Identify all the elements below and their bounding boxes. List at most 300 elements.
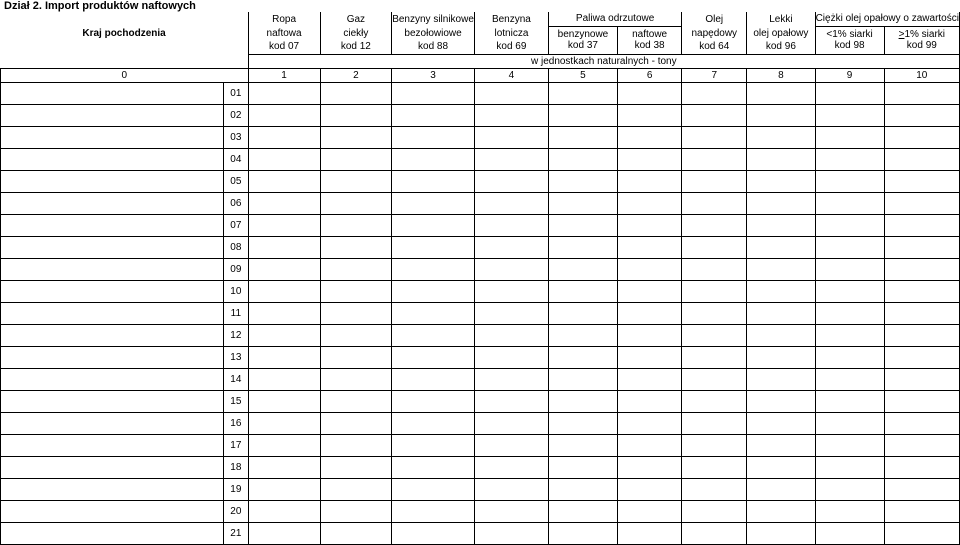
data-cell[interactable] [884,346,959,368]
data-cell[interactable] [682,456,747,478]
row-kraj-cell[interactable] [1,148,224,170]
row-kraj-cell[interactable] [1,390,224,412]
data-cell[interactable] [392,412,475,434]
table-row [1,412,960,434]
data-cell[interactable] [248,192,320,214]
data-cell[interactable] [548,236,617,258]
data-cell[interactable] [320,456,392,478]
data-cell[interactable] [548,148,617,170]
row-kraj-cell[interactable] [1,324,224,346]
data-cell[interactable] [474,148,548,170]
data-cell[interactable] [392,390,475,412]
data-cell[interactable] [682,302,747,324]
header-lekki-2: olej opałowy [747,26,815,40]
data-cell[interactable] [248,390,320,412]
data-cell[interactable] [747,82,815,104]
data-cell[interactable] [747,368,815,390]
data-cell[interactable] [815,236,884,258]
data-cell[interactable] [884,280,959,302]
row-number: 18 [224,456,249,478]
data-cell[interactable] [884,390,959,412]
row-number: 13 [224,346,249,368]
row-number: 01 [224,82,249,104]
data-cell[interactable] [617,104,681,126]
data-cell[interactable] [320,258,392,280]
data-cell[interactable] [474,478,548,500]
page-title: Dział 2. Import produktów naftowych [4,0,196,12]
data-cell[interactable] [747,522,815,544]
data-cell[interactable] [682,346,747,368]
data-cell[interactable] [548,434,617,456]
row-number: 12 [224,324,249,346]
data-cell[interactable] [884,236,959,258]
data-cell[interactable] [884,478,959,500]
data-cell[interactable] [815,302,884,324]
row-kraj-cell[interactable] [1,500,224,522]
data-cell[interactable] [617,500,681,522]
row-number: 04 [224,148,249,170]
row-number: 09 [224,258,249,280]
data-cell[interactable] [815,148,884,170]
data-cell[interactable] [474,456,548,478]
row-number: 05 [224,170,249,192]
data-cell[interactable] [617,324,681,346]
data-cell[interactable] [248,280,320,302]
row-kraj-cell[interactable] [1,104,224,126]
data-cell[interactable] [320,214,392,236]
row-kraj-cell[interactable] [1,126,224,148]
data-cell[interactable] [815,500,884,522]
data-cell[interactable] [392,82,475,104]
data-cell[interactable] [815,346,884,368]
data-cell[interactable] [747,236,815,258]
data-cell[interactable] [682,280,747,302]
data-cell[interactable] [682,500,747,522]
data-cell[interactable] [747,324,815,346]
data-cell[interactable] [248,82,320,104]
header-benzyna-1: Benzyna [474,12,548,26]
data-cell[interactable] [320,412,392,434]
data-cell[interactable] [392,434,475,456]
data-cell[interactable] [248,236,320,258]
data-cell[interactable] [248,170,320,192]
data-cell[interactable] [884,412,959,434]
data-cell[interactable] [617,236,681,258]
data-cell[interactable] [617,434,681,456]
table-row [1,280,960,302]
header-ropa-1: Ropa [248,12,320,26]
data-cell[interactable] [392,104,475,126]
data-cell[interactable] [474,390,548,412]
data-cell[interactable] [248,214,320,236]
data-cell[interactable] [747,192,815,214]
data-cell[interactable] [682,258,747,280]
row-kraj-cell[interactable] [1,214,224,236]
data-cell[interactable] [474,434,548,456]
header-paliwa-naft-2: kod 38 [634,40,665,51]
data-cell[interactable] [682,478,747,500]
data-cell[interactable] [474,82,548,104]
row-kraj-cell[interactable] [1,82,224,104]
data-cell[interactable] [815,214,884,236]
data-cell[interactable] [392,456,475,478]
data-cell[interactable] [320,302,392,324]
data-cell[interactable] [474,126,548,148]
data-cell[interactable] [682,390,747,412]
data-cell[interactable] [747,170,815,192]
data-cell[interactable] [682,324,747,346]
data-cell[interactable] [248,104,320,126]
data-cell[interactable] [815,126,884,148]
header-benzyny-1: Benzyny silnikowe [392,13,474,25]
data-cell[interactable] [682,434,747,456]
data-cell[interactable] [392,522,475,544]
header-paliwa: Paliwa odrzutowe [548,12,681,26]
header-benzyny-3: kod 88 [392,40,475,54]
row-kraj-cell[interactable] [1,522,224,544]
data-cell[interactable] [747,390,815,412]
data-cell[interactable] [474,214,548,236]
data-cell[interactable] [474,324,548,346]
header-olej-2: napędowy [682,26,747,40]
data-rows [1,82,960,544]
data-cell[interactable] [548,82,617,104]
data-cell[interactable] [617,522,681,544]
header-paliwa-benz-2: kod 37 [567,40,598,51]
data-cell[interactable] [548,522,617,544]
data-cell[interactable] [747,148,815,170]
data-cell[interactable] [392,148,475,170]
data-cell[interactable] [617,258,681,280]
table-row [1,346,960,368]
table-row [1,456,960,478]
data-cell[interactable] [747,478,815,500]
header-ciezki-lt-1: <1% siarki [826,29,873,40]
data-cell[interactable] [474,412,548,434]
data-cell[interactable] [320,192,392,214]
data-cell[interactable] [815,258,884,280]
units-label: w jednostkach naturalnych - tony [248,54,959,68]
data-cell[interactable] [392,236,475,258]
data-cell[interactable] [617,280,681,302]
data-cell[interactable] [884,456,959,478]
data-cell[interactable] [248,500,320,522]
data-cell[interactable] [682,214,747,236]
data-cell[interactable] [884,170,959,192]
data-cell[interactable] [548,456,617,478]
col-number: 7 [682,68,747,82]
data-cell[interactable] [320,346,392,368]
data-cell[interactable] [682,236,747,258]
row-kraj-cell[interactable] [1,456,224,478]
data-cell[interactable] [682,368,747,390]
data-cell[interactable] [392,126,475,148]
data-cell[interactable] [747,456,815,478]
data-cell[interactable] [617,192,681,214]
data-cell[interactable] [548,412,617,434]
data-cell[interactable] [248,522,320,544]
data-cell[interactable] [884,258,959,280]
data-cell[interactable] [884,192,959,214]
table-row [1,82,960,104]
data-cell[interactable] [248,412,320,434]
data-cell[interactable] [548,192,617,214]
data-cell[interactable] [548,126,617,148]
header-lekki-1: Lekki [747,12,815,26]
data-cell[interactable] [548,346,617,368]
row-kraj-cell[interactable] [1,236,224,258]
header-ciezki-lt-2: kod 98 [834,40,865,51]
data-cell[interactable] [320,148,392,170]
data-cell[interactable] [682,192,747,214]
data-cell[interactable] [682,104,747,126]
data-cell[interactable] [392,214,475,236]
data-cell[interactable] [747,280,815,302]
data-cell[interactable] [248,302,320,324]
data-cell[interactable] [682,522,747,544]
table-row [1,126,960,148]
data-cell[interactable] [682,82,747,104]
row-kraj-cell[interactable] [1,346,224,368]
data-cell[interactable] [617,214,681,236]
data-cell[interactable] [248,126,320,148]
data-cell[interactable] [884,434,959,456]
table-row [1,302,960,324]
data-cell[interactable] [548,500,617,522]
data-cell[interactable] [392,170,475,192]
col-number: 2 [320,68,392,82]
header-olej-3: kod 64 [682,40,747,54]
table-row [1,390,960,412]
row-kraj-cell[interactable] [1,368,224,390]
data-cell[interactable] [747,258,815,280]
table-row [1,434,960,456]
data-cell[interactable] [248,478,320,500]
data-cell[interactable] [320,104,392,126]
data-cell[interactable] [248,324,320,346]
data-cell[interactable] [617,456,681,478]
data-cell[interactable] [815,192,884,214]
data-cell[interactable] [320,236,392,258]
data-cell[interactable] [320,434,392,456]
data-cell[interactable] [884,368,959,390]
data-cell[interactable] [474,522,548,544]
data-cell[interactable] [392,324,475,346]
data-cell[interactable] [320,500,392,522]
ge-rest: 1% siarki [904,29,946,40]
data-cell[interactable] [747,104,815,126]
row-kraj-cell[interactable] [1,434,224,456]
data-cell[interactable] [320,170,392,192]
data-cell[interactable] [392,500,475,522]
data-cell[interactable] [747,434,815,456]
data-cell[interactable] [320,390,392,412]
header-ropa-3: kod 07 [248,40,320,54]
data-cell[interactable] [474,192,548,214]
data-cell[interactable] [617,478,681,500]
data-cell[interactable] [548,214,617,236]
data-cell[interactable] [682,412,747,434]
row-kraj-cell[interactable] [1,280,224,302]
header-gaz-3: kod 12 [320,40,392,54]
data-cell[interactable] [248,456,320,478]
header-ciezki: Ciężki olej opałowy o zawartości [815,13,959,25]
data-cell[interactable] [548,104,617,126]
data-cell[interactable] [884,126,959,148]
data-cell[interactable] [884,302,959,324]
data-cell[interactable] [884,104,959,126]
row-kraj-cell[interactable] [1,478,224,500]
data-cell[interactable] [747,214,815,236]
data-cell[interactable] [248,148,320,170]
col-number: 9 [815,68,884,82]
data-cell[interactable] [815,456,884,478]
data-cell[interactable] [884,148,959,170]
data-cell[interactable] [815,390,884,412]
row-kraj-cell[interactable] [1,412,224,434]
data-cell[interactable] [548,324,617,346]
data-cell[interactable] [548,280,617,302]
import-table [0,12,960,545]
data-cell[interactable] [682,170,747,192]
data-cell[interactable] [884,82,959,104]
data-cell[interactable] [815,478,884,500]
data-cell[interactable] [815,170,884,192]
data-cell[interactable] [815,522,884,544]
data-cell[interactable] [320,368,392,390]
data-cell[interactable] [815,104,884,126]
data-cell[interactable] [617,346,681,368]
col-number: 3 [392,68,475,82]
data-cell[interactable] [474,236,548,258]
data-cell[interactable] [320,280,392,302]
row-kraj-cell[interactable] [1,302,224,324]
row-kraj-cell[interactable] [1,192,224,214]
data-cell[interactable] [815,324,884,346]
data-cell[interactable] [548,390,617,412]
data-cell[interactable] [392,280,475,302]
data-cell[interactable] [747,346,815,368]
header-benzyny-2: bezołowiowe [392,26,475,40]
data-cell[interactable] [248,346,320,368]
data-cell[interactable] [815,412,884,434]
row-number: 03 [224,126,249,148]
header-benzyna-3: kod 69 [474,40,548,54]
row-kraj-cell[interactable] [1,170,224,192]
data-cell[interactable] [474,368,548,390]
data-cell[interactable] [392,258,475,280]
data-cell[interactable] [617,148,681,170]
header-kraj: Kraj pochodzenia [82,27,166,39]
header-ciezki-lt [815,26,884,54]
data-cell[interactable] [548,170,617,192]
data-cell[interactable] [392,192,475,214]
row-number: 11 [224,302,249,324]
table-row [1,214,960,236]
data-cell[interactable] [815,82,884,104]
data-cell[interactable] [248,434,320,456]
col-number: 0 [1,68,249,82]
data-cell[interactable] [320,324,392,346]
data-cell[interactable] [747,302,815,324]
data-cell[interactable] [884,214,959,236]
data-cell[interactable] [248,258,320,280]
header-olej-1: Olej [682,12,747,26]
data-cell[interactable] [747,500,815,522]
data-cell[interactable] [682,148,747,170]
header-ciezki-ge-2: kod 99 [906,40,937,51]
data-cell[interactable] [392,346,475,368]
data-cell[interactable] [474,346,548,368]
data-cell[interactable] [617,390,681,412]
data-cell[interactable] [320,82,392,104]
header-benzyna-2: lotnicza [474,26,548,40]
data-cell[interactable] [474,302,548,324]
col-number: 8 [747,68,815,82]
row-number: 06 [224,192,249,214]
header-ciezki-ge-1 [885,29,959,40]
col-number: 6 [617,68,681,82]
data-cell[interactable] [474,104,548,126]
header-gaz-2: ciekły [320,26,392,40]
data-cell[interactable] [548,258,617,280]
data-cell[interactable] [617,368,681,390]
data-cell[interactable] [548,368,617,390]
data-cell[interactable] [474,258,548,280]
data-cell[interactable] [682,126,747,148]
data-cell[interactable] [617,170,681,192]
data-cell[interactable] [248,368,320,390]
table-row [1,500,960,522]
data-cell[interactable] [474,500,548,522]
table-row [1,478,960,500]
data-cell[interactable] [884,500,959,522]
data-cell[interactable] [392,368,475,390]
header-ropa-2: naftowa [248,26,320,40]
data-cell[interactable] [392,478,475,500]
col-number: 10 [884,68,959,82]
data-cell[interactable] [548,302,617,324]
data-cell[interactable] [815,368,884,390]
data-cell[interactable] [884,522,959,544]
row-number: 07 [224,214,249,236]
data-cell[interactable] [747,412,815,434]
data-cell[interactable] [617,302,681,324]
row-number: 21 [224,522,249,544]
data-cell[interactable] [617,82,681,104]
data-cell[interactable] [474,280,548,302]
data-cell[interactable] [815,280,884,302]
column-numbers [1,68,960,82]
data-cell[interactable] [320,522,392,544]
row-kraj-cell[interactable] [1,258,224,280]
row-number: 17 [224,434,249,456]
data-cell[interactable] [884,324,959,346]
data-cell[interactable] [474,170,548,192]
data-cell[interactable] [320,126,392,148]
data-cell[interactable] [815,434,884,456]
data-cell[interactable] [320,478,392,500]
data-cell[interactable] [617,412,681,434]
data-cell[interactable] [617,126,681,148]
table-row [1,236,960,258]
row-number: 14 [224,368,249,390]
data-cell[interactable] [747,126,815,148]
header-lekki-3: kod 96 [747,40,815,54]
data-cell[interactable] [548,478,617,500]
row-number: 02 [224,104,249,126]
data-cell[interactable] [392,302,475,324]
